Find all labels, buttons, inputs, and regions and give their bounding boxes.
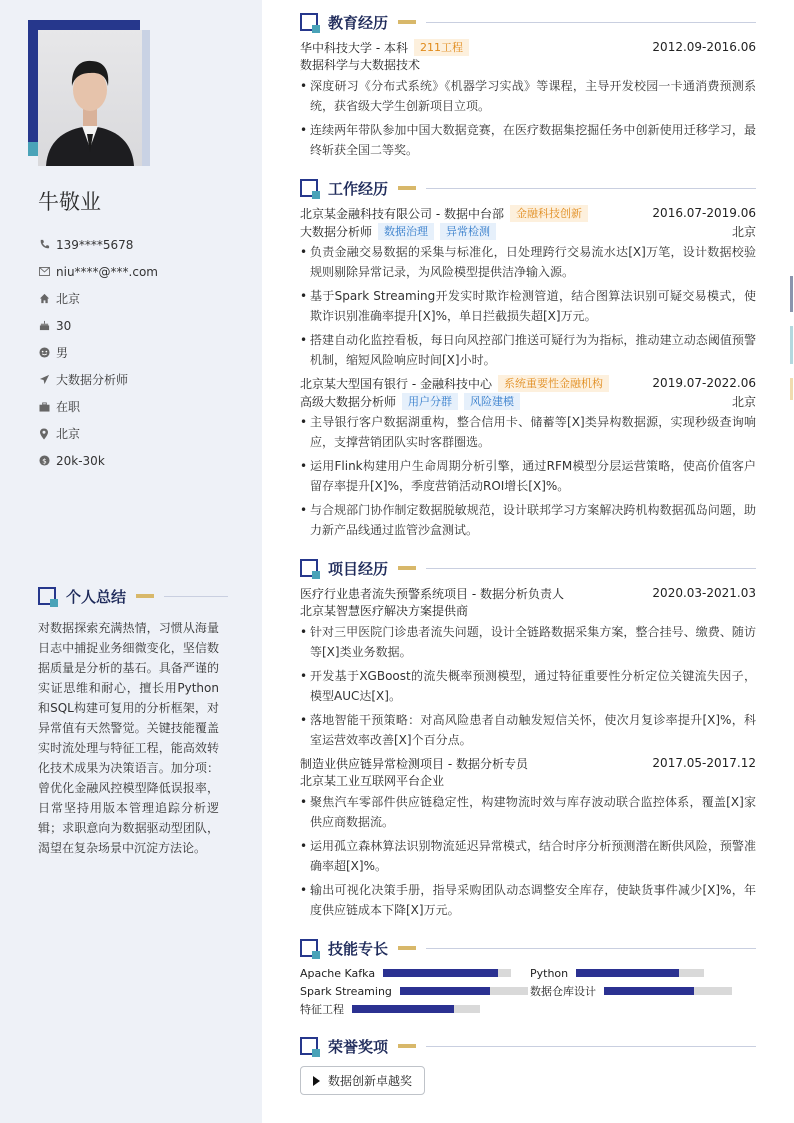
info-position: 大数据分析师 bbox=[38, 366, 158, 393]
contact-info-list bbox=[38, 231, 158, 474]
skills-section bbox=[300, 938, 756, 1018]
list-item: • 与合规部门协作制定数据脱敏规范，设计联邦学习方案解决跨机构数据孤岛问题，助力新产品线通过监管沙盒测试。 bbox=[300, 500, 756, 540]
money-icon bbox=[38, 455, 50, 467]
main-content bbox=[300, 12, 756, 1113]
info-age: 30 bbox=[38, 312, 158, 339]
section-square-icon bbox=[300, 559, 318, 577]
work-header: 工作经历 bbox=[300, 178, 756, 198]
company-name: 北京某大型国有银行 - 金融科技中心 bbox=[300, 376, 492, 391]
list-item: • 运用孤立森林算法识别物流延迟异常模式，结合时序分析预测潜在断供风险，预警准确率超[X]%。 bbox=[300, 836, 756, 876]
list-item: • 落地智能干预策略：对高风险患者自动触发短信关怀，使次月复诊率提升[X]%，科室运营效率改善[X]个百分点。 bbox=[300, 710, 756, 750]
send-icon bbox=[38, 374, 50, 386]
list-item: • 深度研习《分布式系统》《机器学习实战》等课程，主导开发校园一卡通消费预测系统，获省级大学生创新项目立项。 bbox=[300, 76, 756, 116]
summary-section bbox=[38, 586, 228, 858]
project-name: 制造业供应链异常检测项目 - 数据分析专员 bbox=[300, 756, 528, 771]
job-date: 2016.07-2019.06 bbox=[652, 206, 756, 220]
list-item: • 针对三甲医院门诊患者流失问题，设计全链路数据采集方案，整合挂号、缴费、随访等[X]类业务数据。 bbox=[300, 622, 756, 662]
list-item: • 搭建自动化监控看板，每日向风控部门推送可疑行为为指标，推动建立动态阈值预警机制，缩短风险响应时间[X]小时。 bbox=[300, 330, 756, 370]
job-role: 高级大数据分析师 bbox=[300, 394, 397, 409]
project-entry bbox=[300, 584, 756, 750]
edge-marks bbox=[790, 276, 794, 414]
mail-icon bbox=[38, 266, 50, 278]
role-tag: 风险建模 bbox=[464, 393, 520, 410]
projects-section bbox=[300, 558, 756, 920]
education-section bbox=[300, 12, 756, 160]
project-org: 北京某工业互联网平台企业 bbox=[300, 774, 445, 788]
play-triangle-icon bbox=[313, 1076, 320, 1086]
skill-bar-fill bbox=[383, 969, 498, 977]
skill-item bbox=[530, 982, 756, 1000]
skill-bar bbox=[352, 1005, 480, 1013]
phone-icon bbox=[38, 239, 50, 251]
list-item: • 运用Flink构建用户生命周期分析引擎，通过RFM模型分层运营策略，使高价值客户留存率提升[X]%，季度营销活动ROI增长[X]%。 bbox=[300, 456, 756, 496]
skill-item bbox=[300, 982, 530, 1000]
candidate-name: 牛敬业 bbox=[38, 190, 101, 214]
projects-header: 项目经历 bbox=[300, 558, 756, 578]
list-item: • 基于Spark Streaming开发实时欺诈检测管道，结合图算法识别可疑交易模式，使欺诈识别准确率提升[X]%，单日拦截损失超[X]万元。 bbox=[300, 286, 756, 326]
section-square-icon bbox=[300, 179, 318, 197]
role-tag: 用户分群 bbox=[402, 393, 458, 410]
project-name: 医疗行业患者流失预警系统项目 - 数据分析负责人 bbox=[300, 586, 564, 601]
profile-photo-frame bbox=[28, 20, 152, 166]
info-home: 北京 bbox=[38, 285, 158, 312]
job-city: 北京 bbox=[731, 224, 756, 239]
award-label: 数据创新卓越奖 bbox=[328, 1074, 413, 1088]
cake-icon bbox=[38, 320, 50, 332]
sidebar bbox=[0, 0, 262, 1123]
person-portrait-icon bbox=[38, 30, 142, 166]
skill-bar-fill bbox=[400, 987, 490, 995]
summary-header bbox=[38, 586, 228, 606]
job-date: 2019.07-2022.06 bbox=[652, 376, 756, 390]
project-date: 2020.03-2021.03 bbox=[652, 586, 756, 600]
location-pin-icon bbox=[38, 428, 50, 440]
company-tag: 系统重要性金融机构 bbox=[498, 375, 609, 392]
awards-header: 荣誉奖项 bbox=[300, 1036, 756, 1056]
skill-bar-fill bbox=[604, 987, 694, 995]
education-date: 2012.09-2016.06 bbox=[652, 40, 756, 54]
list-item: • 输出可视化决策手册，指导采购团队动态调整安全库存，使缺货事件减少[X]%，年度供应链成本下降[X]万元。 bbox=[300, 880, 756, 920]
smile-icon bbox=[38, 347, 50, 359]
list-item: • 连续两年带队参加中国大数据竞赛，在医疗数据集挖掘任务中创新使用迁移学习，最终斩获全国二等奖。 bbox=[300, 120, 756, 160]
role-tag: 数据治理 bbox=[378, 223, 434, 240]
svg-text:$: $ bbox=[41, 456, 47, 466]
list-item: • 主导银行客户数据湖重构，整合信用卡、储蓄等[X]类异构数据源，实现秒级查询响应，支撑营销团队实时客群圈选。 bbox=[300, 412, 756, 452]
section-square-icon bbox=[38, 587, 56, 605]
education-bullets bbox=[300, 76, 756, 160]
briefcase-icon bbox=[38, 401, 50, 413]
profile-photo bbox=[38, 30, 142, 166]
info-gender: 男 bbox=[38, 339, 158, 366]
major: 数据科学与大数据技术 bbox=[300, 58, 421, 72]
skills-grid bbox=[300, 964, 756, 1018]
section-square-icon bbox=[300, 1037, 318, 1055]
summary-text: 对数据探索充满热情，习惯从海量日志中捕捉业务细微变化，坚信数据质量是分析的基石。具备严谨的实证思维和耐心，擅长用Python和SQL构建可复用的分析框架，对异常值有天然警觉。关键技能覆盖实时流处理与特征工程，能高效转化技术成果为决策语言。加分项：曾优化金融风控模型降低误报率，日常坚持用版本管理追踪分析逻辑；求职意向为数据驱动型团队，渴望在复杂场景中沉淀方法论。 bbox=[38, 621, 219, 855]
list-item: • 开发基于XGBoost的流失概率预测模型，通过特征重要性分析定位关键流失因子，模型AUC达[X]。 bbox=[300, 666, 756, 706]
skill-label: Spark Streaming bbox=[300, 984, 392, 998]
award-toggle-button[interactable] bbox=[300, 1066, 425, 1095]
home-icon bbox=[38, 293, 50, 305]
skill-item bbox=[300, 964, 530, 982]
role-tag: 异常检测 bbox=[440, 223, 496, 240]
school-name: 华中科技大学 - 本科 bbox=[300, 40, 408, 55]
awards-section bbox=[300, 1036, 756, 1095]
skill-bar bbox=[576, 969, 704, 977]
skill-item bbox=[300, 1000, 530, 1018]
job-city: 北京 bbox=[731, 394, 756, 409]
info-phone: 139****5678 bbox=[38, 231, 158, 258]
skill-bar bbox=[604, 987, 732, 995]
skills-header: 技能专长 bbox=[300, 938, 756, 958]
info-email: niu****@***.com bbox=[38, 258, 158, 285]
school-tag: 211工程 bbox=[414, 39, 469, 56]
work-section bbox=[300, 178, 756, 540]
job-role: 大数据分析师 bbox=[300, 224, 373, 239]
section-square-icon bbox=[300, 13, 318, 31]
job-entry bbox=[300, 204, 756, 370]
job-entry bbox=[300, 374, 756, 540]
info-salary: $ 20k-30k bbox=[38, 447, 158, 474]
company-name: 北京某金融科技有限公司 - 数据中台部 bbox=[300, 206, 504, 221]
skill-bar bbox=[400, 987, 528, 995]
project-org: 北京某智慧医疗解决方案提供商 bbox=[300, 604, 469, 618]
info-status: 在职 bbox=[38, 393, 158, 420]
skill-bar-fill bbox=[352, 1005, 454, 1013]
info-location: 北京 bbox=[38, 420, 158, 447]
section-square-icon bbox=[300, 939, 318, 957]
skill-label: 数据仓库设计 bbox=[530, 985, 596, 998]
project-date: 2017.05-2017.12 bbox=[652, 756, 756, 770]
skill-label: Apache Kafka bbox=[300, 966, 376, 980]
skill-item bbox=[530, 964, 756, 982]
skill-label: 特征工程 bbox=[300, 1003, 344, 1016]
list-item: • 负责金融交易数据的采集与标准化，日处理跨行交易流水达[X]万笔，设计数据校验规则剔除异常记录，为风险模型提供洁净输入源。 bbox=[300, 242, 756, 282]
skill-bar-fill bbox=[576, 969, 678, 977]
education-row bbox=[300, 38, 756, 56]
skill-bar bbox=[383, 969, 511, 977]
education-header: 教育经历 bbox=[300, 12, 756, 32]
project-entry bbox=[300, 754, 756, 920]
skill-label: Python bbox=[530, 966, 569, 980]
company-tag: 金融科技创新 bbox=[510, 205, 588, 222]
list-item: • 聚焦汽车零部件供应链稳定性，构建物流时效与库存波动联合监控体系，覆盖[X]家供应商数据流。 bbox=[300, 792, 756, 832]
summary-title: 个人总结 bbox=[66, 587, 127, 606]
